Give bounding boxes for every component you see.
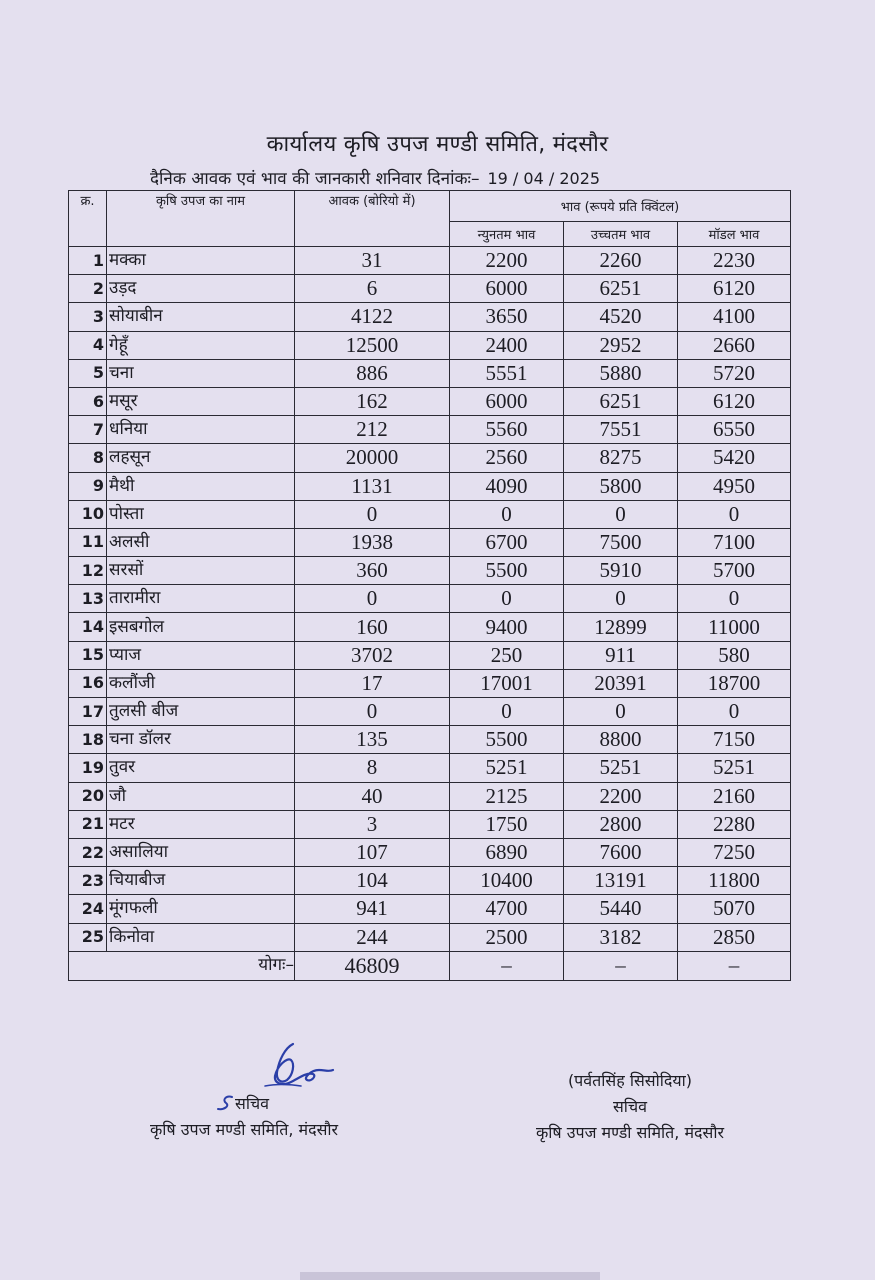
- row-sn: 21: [69, 810, 107, 838]
- row-arrival: 0: [295, 500, 450, 528]
- row-sn: 25: [69, 923, 107, 951]
- signatory-left-office: कृषि उपज मण्डी समिति, मंदसौर: [150, 1120, 339, 1139]
- table-row: [69, 867, 791, 895]
- row-min-price: 5560: [450, 416, 564, 444]
- row-max-price: 20391: [564, 669, 678, 697]
- row-modal-price: 7100: [678, 528, 791, 556]
- header-arrival: आवक (बोरियो में): [295, 191, 450, 247]
- row-max-price: 5910: [564, 557, 678, 585]
- row-crop-name: चना डॉलर: [107, 726, 295, 754]
- table-row: [69, 359, 791, 387]
- row-arrival: 212: [295, 416, 450, 444]
- handwritten-signature: [255, 1040, 335, 1095]
- row-arrival: 104: [295, 867, 450, 895]
- table-row: [69, 754, 791, 782]
- row-sn: 22: [69, 838, 107, 866]
- row-modal-price: 2660: [678, 331, 791, 359]
- total-max: –: [564, 951, 678, 980]
- row-crop-name: गेहूँ: [107, 331, 295, 359]
- subtitle-text: दैनिक आवक एवं भाव की जानकारी शनिवार दिनांकः–: [150, 169, 480, 189]
- row-min-price: 17001: [450, 669, 564, 697]
- row-modal-price: 18700: [678, 669, 791, 697]
- row-min-price: 6000: [450, 275, 564, 303]
- row-crop-name: तारामीरा: [107, 585, 295, 613]
- row-modal-price: 11800: [678, 867, 791, 895]
- row-min-price: 9400: [450, 613, 564, 641]
- initial-mark: [216, 1094, 236, 1112]
- row-modal-price: 7150: [678, 726, 791, 754]
- row-arrival: 360: [295, 557, 450, 585]
- row-sn: 19: [69, 754, 107, 782]
- signatory-right-name: (पर्वतसिंह सिसोदिया): [567, 1071, 693, 1090]
- row-sn: 23: [69, 867, 107, 895]
- row-min-price: 2200: [450, 247, 564, 275]
- row-crop-name: मैथी: [107, 472, 295, 500]
- row-modal-price: 580: [678, 641, 791, 669]
- table-row: [69, 528, 791, 556]
- row-sn: 9: [69, 472, 107, 500]
- row-sn: 5: [69, 359, 107, 387]
- row-max-price: 4520: [564, 303, 678, 331]
- row-sn: 8: [69, 444, 107, 472]
- row-crop-name: अलसी: [107, 528, 295, 556]
- row-arrival: 31: [295, 247, 450, 275]
- row-crop-name: असालिया: [107, 838, 295, 866]
- table-row: [69, 895, 791, 923]
- row-modal-price: 5720: [678, 359, 791, 387]
- total-modal: –: [678, 951, 791, 980]
- row-modal-price: 5420: [678, 444, 791, 472]
- row-max-price: 0: [564, 698, 678, 726]
- header-name: कृषि उपज का नाम: [107, 191, 295, 247]
- row-crop-name: इसबगोल: [107, 613, 295, 641]
- row-min-price: 3650: [450, 303, 564, 331]
- report-date: 19 / 04 / 2025: [487, 169, 601, 188]
- table-row: [69, 838, 791, 866]
- row-crop-name: चना: [107, 359, 295, 387]
- row-crop-name: जौ: [107, 782, 295, 810]
- row-sn: 4: [69, 331, 107, 359]
- row-arrival: 20000: [295, 444, 450, 472]
- row-sn: 13: [69, 585, 107, 613]
- row-modal-price: 11000: [678, 613, 791, 641]
- row-arrival: 8: [295, 754, 450, 782]
- row-sn: 10: [69, 500, 107, 528]
- row-arrival: 3702: [295, 641, 450, 669]
- row-max-price: 5440: [564, 895, 678, 923]
- header-modal: मॉडल भाव: [678, 222, 791, 247]
- row-max-price: 5800: [564, 472, 678, 500]
- row-modal-price: 0: [678, 500, 791, 528]
- rates-table: [68, 190, 791, 981]
- table-row: [69, 923, 791, 951]
- row-max-price: 7600: [564, 838, 678, 866]
- row-min-price: 2125: [450, 782, 564, 810]
- table-row: [69, 275, 791, 303]
- row-arrival: 40: [295, 782, 450, 810]
- table-row: [69, 810, 791, 838]
- signatory-right-role: सचिव: [612, 1097, 648, 1116]
- row-min-price: 2560: [450, 444, 564, 472]
- row-max-price: 7551: [564, 416, 678, 444]
- row-max-price: 0: [564, 500, 678, 528]
- table-row: [69, 641, 791, 669]
- row-max-price: 2800: [564, 810, 678, 838]
- header-max: उच्चतम भाव: [564, 222, 678, 247]
- row-arrival: 6: [295, 275, 450, 303]
- row-min-price: 5551: [450, 359, 564, 387]
- row-crop-name: तुवर: [107, 754, 295, 782]
- row-max-price: 0: [564, 585, 678, 613]
- row-modal-price: 2280: [678, 810, 791, 838]
- table-row: [69, 472, 791, 500]
- row-min-price: 5251: [450, 754, 564, 782]
- row-arrival: 160: [295, 613, 450, 641]
- row-modal-price: 2850: [678, 923, 791, 951]
- row-sn: 20: [69, 782, 107, 810]
- row-arrival: 886: [295, 359, 450, 387]
- header-sn: क्र.: [69, 191, 107, 247]
- table-row: [69, 669, 791, 697]
- row-arrival: 941: [295, 895, 450, 923]
- table-row: [69, 303, 791, 331]
- row-sn: 24: [69, 895, 107, 923]
- table-row: [69, 557, 791, 585]
- row-sn: 17: [69, 698, 107, 726]
- row-modal-price: 0: [678, 585, 791, 613]
- row-max-price: 2200: [564, 782, 678, 810]
- row-max-price: 2260: [564, 247, 678, 275]
- total-arrival: 46809: [295, 951, 450, 980]
- row-max-price: 3182: [564, 923, 678, 951]
- row-crop-name: धनिया: [107, 416, 295, 444]
- table-row: [69, 585, 791, 613]
- row-modal-price: 5700: [678, 557, 791, 585]
- table-row: [69, 247, 791, 275]
- row-modal-price: 2160: [678, 782, 791, 810]
- page-subtitle: [150, 166, 750, 189]
- row-max-price: 2952: [564, 331, 678, 359]
- row-max-price: 13191: [564, 867, 678, 895]
- row-modal-price: 6120: [678, 387, 791, 415]
- row-modal-price: 7250: [678, 838, 791, 866]
- row-min-price: 5500: [450, 557, 564, 585]
- row-sn: 1: [69, 247, 107, 275]
- row-crop-name: मूंगफली: [107, 895, 295, 923]
- row-crop-name: किनोवा: [107, 923, 295, 951]
- row-sn: 12: [69, 557, 107, 585]
- table-row: [69, 726, 791, 754]
- row-min-price: 1750: [450, 810, 564, 838]
- row-sn: 16: [69, 669, 107, 697]
- row-arrival: 1938: [295, 528, 450, 556]
- row-modal-price: 6550: [678, 416, 791, 444]
- row-sn: 15: [69, 641, 107, 669]
- row-min-price: 10400: [450, 867, 564, 895]
- footer-strip: [300, 1272, 600, 1280]
- table-row: [69, 331, 791, 359]
- header-min: न्युनतम भाव: [450, 222, 564, 247]
- row-crop-name: मटर: [107, 810, 295, 838]
- row-crop-name: मसूर: [107, 387, 295, 415]
- row-arrival: 0: [295, 585, 450, 613]
- signatory-right-office: कृषि उपज मण्डी समिति, मंदसौर: [535, 1123, 725, 1142]
- row-max-price: 12899: [564, 613, 678, 641]
- row-min-price: 4090: [450, 472, 564, 500]
- table-row: [69, 387, 791, 415]
- signatory-left-role: सचिव: [235, 1094, 270, 1113]
- row-crop-name: चियाबीज: [107, 867, 295, 895]
- row-arrival: 1131: [295, 472, 450, 500]
- header-row: [69, 191, 791, 222]
- row-modal-price: 4100: [678, 303, 791, 331]
- row-min-price: 0: [450, 698, 564, 726]
- row-min-price: 250: [450, 641, 564, 669]
- page-title: कार्यालय कृषि उपज मण्डी समिति, मंदसौर: [266, 132, 609, 157]
- row-crop-name: मक्का: [107, 247, 295, 275]
- row-crop-name: तुलसी बीज: [107, 698, 295, 726]
- total-label: योगः–: [69, 951, 295, 980]
- row-sn: 7: [69, 416, 107, 444]
- row-min-price: 5500: [450, 726, 564, 754]
- row-modal-price: 6120: [678, 275, 791, 303]
- table-row: [69, 500, 791, 528]
- row-arrival: 12500: [295, 331, 450, 359]
- row-modal-price: 5070: [678, 895, 791, 923]
- table-row: [69, 613, 791, 641]
- row-min-price: 2400: [450, 331, 564, 359]
- row-sn: 11: [69, 528, 107, 556]
- row-crop-name: उड़द: [107, 275, 295, 303]
- row-max-price: 6251: [564, 387, 678, 415]
- row-max-price: 5251: [564, 754, 678, 782]
- row-min-price: 0: [450, 500, 564, 528]
- signature-block-right: [490, 1068, 770, 1146]
- row-sn: 6: [69, 387, 107, 415]
- row-modal-price: 5251: [678, 754, 791, 782]
- row-max-price: 8800: [564, 726, 678, 754]
- row-min-price: 6000: [450, 387, 564, 415]
- row-arrival: 244: [295, 923, 450, 951]
- row-arrival: 4122: [295, 303, 450, 331]
- table-row: [69, 416, 791, 444]
- row-arrival: 107: [295, 838, 450, 866]
- row-max-price: 5880: [564, 359, 678, 387]
- table-body: [69, 247, 791, 952]
- row-min-price: 6700: [450, 528, 564, 556]
- table-row: [69, 444, 791, 472]
- row-sn: 3: [69, 303, 107, 331]
- row-arrival: 17: [295, 669, 450, 697]
- table-row: [69, 782, 791, 810]
- row-min-price: 6890: [450, 838, 564, 866]
- row-max-price: 6251: [564, 275, 678, 303]
- row-sn: 18: [69, 726, 107, 754]
- row-min-price: 4700: [450, 895, 564, 923]
- row-modal-price: 4950: [678, 472, 791, 500]
- row-min-price: 2500: [450, 923, 564, 951]
- row-max-price: 911: [564, 641, 678, 669]
- header-price-group: भाव (रूपये प्रति क्विंटल): [450, 191, 791, 222]
- row-arrival: 162: [295, 387, 450, 415]
- row-sn: 14: [69, 613, 107, 641]
- total-row: [69, 951, 791, 980]
- row-arrival: 135: [295, 726, 450, 754]
- total-min: –: [450, 951, 564, 980]
- row-sn: 2: [69, 275, 107, 303]
- row-max-price: 8275: [564, 444, 678, 472]
- row-crop-name: लहसून: [107, 444, 295, 472]
- row-modal-price: 2230: [678, 247, 791, 275]
- table-row: [69, 698, 791, 726]
- row-crop-name: सोयाबीन: [107, 303, 295, 331]
- row-crop-name: कलौंजी: [107, 669, 295, 697]
- row-min-price: 0: [450, 585, 564, 613]
- row-crop-name: पोस्ता: [107, 500, 295, 528]
- row-crop-name: सरसों: [107, 557, 295, 585]
- row-modal-price: 0: [678, 698, 791, 726]
- row-max-price: 7500: [564, 528, 678, 556]
- row-arrival: 0: [295, 698, 450, 726]
- row-arrival: 3: [295, 810, 450, 838]
- row-crop-name: प्याज: [107, 641, 295, 669]
